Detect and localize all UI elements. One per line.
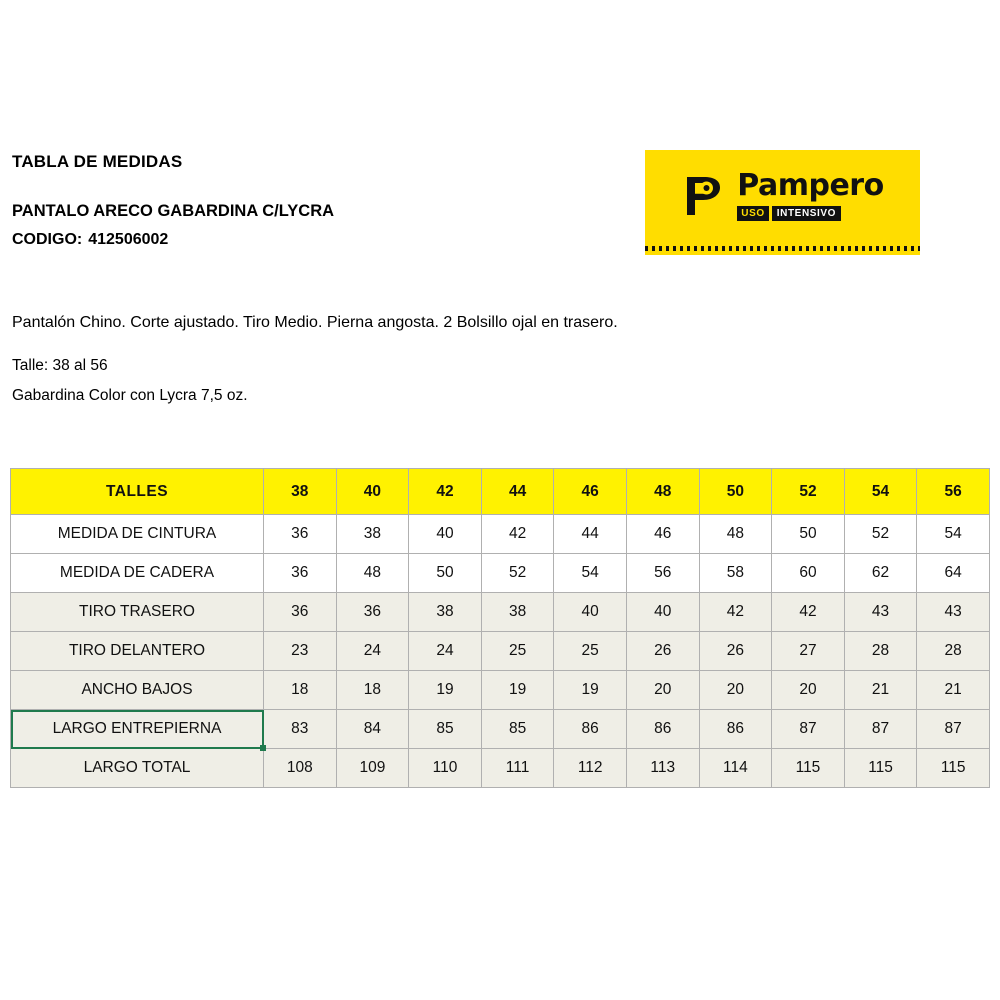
cell-cintura-54: 52 <box>844 515 917 554</box>
row-label-largo-total: LARGO TOTAL <box>11 749 264 788</box>
table-header-row <box>11 469 990 515</box>
cell-largo-total-52: 115 <box>772 749 845 788</box>
cell-largo-total-48: 113 <box>626 749 699 788</box>
row-label-ancho-bajos: ANCHO BAJOS <box>11 671 264 710</box>
table-row <box>11 632 990 671</box>
header-size-56: 56 <box>917 469 990 515</box>
tagline-uso: USO <box>737 206 768 221</box>
cell-largo-entrepierna-42: 85 <box>409 710 482 749</box>
cell-cadera-44: 52 <box>481 554 554 593</box>
row-label-tiro-delantero: TIRO DELANTERO <box>11 632 264 671</box>
header-size-48: 48 <box>626 469 699 515</box>
cell-ancho-bajos-52: 20 <box>772 671 845 710</box>
logo-text <box>737 168 884 221</box>
header-size-54: 54 <box>844 469 917 515</box>
cell-tiro-delantero-54: 28 <box>844 632 917 671</box>
cell-tiro-trasero-56: 43 <box>917 593 990 632</box>
cell-tiro-delantero-50: 26 <box>699 632 772 671</box>
cell-tiro-delantero-44: 25 <box>481 632 554 671</box>
header-size-44: 44 <box>481 469 554 515</box>
cell-ancho-bajos-48: 20 <box>626 671 699 710</box>
cell-tiro-trasero-50: 42 <box>699 593 772 632</box>
cell-cintura-40: 38 <box>336 515 409 554</box>
cell-tiro-delantero-48: 26 <box>626 632 699 671</box>
cell-cintura-52: 50 <box>772 515 845 554</box>
cell-largo-entrepierna-56: 87 <box>917 710 990 749</box>
cell-tiro-delantero-40: 24 <box>336 632 409 671</box>
fabric-text: Gabardina Color con Lycra 7,5 oz. <box>12 387 248 404</box>
cell-largo-total-54: 115 <box>844 749 917 788</box>
code-label: CODIGO: <box>12 231 83 248</box>
measurements-table-wrapper <box>10 468 990 788</box>
cell-ancho-bajos-44: 19 <box>481 671 554 710</box>
cell-tiro-delantero-46: 25 <box>554 632 627 671</box>
cell-tiro-trasero-52: 42 <box>772 593 845 632</box>
cell-largo-entrepierna-50: 86 <box>699 710 772 749</box>
cell-tiro-delantero-56: 28 <box>917 632 990 671</box>
cell-cintura-44: 42 <box>481 515 554 554</box>
logo-inner <box>645 150 920 242</box>
cell-largo-total-44: 111 <box>481 749 554 788</box>
cell-cadera-54: 62 <box>844 554 917 593</box>
code-value: 412506002 <box>88 231 169 248</box>
cell-tiro-trasero-38: 36 <box>264 593 337 632</box>
document-header <box>12 152 632 249</box>
cell-cadera-46: 54 <box>554 554 627 593</box>
header-size-52: 52 <box>772 469 845 515</box>
cell-cadera-40: 48 <box>336 554 409 593</box>
cell-cadera-50: 58 <box>699 554 772 593</box>
logo-dotted-border <box>645 242 920 255</box>
cell-ancho-bajos-38: 18 <box>264 671 337 710</box>
cell-tiro-trasero-54: 43 <box>844 593 917 632</box>
tagline-intensivo: INTENSIVO <box>772 206 841 221</box>
header-talles: TALLES <box>11 469 264 515</box>
table-row <box>11 749 990 788</box>
cell-cadera-56: 64 <box>917 554 990 593</box>
cell-largo-total-46: 112 <box>554 749 627 788</box>
row-label-cintura: MEDIDA DE CINTURA <box>11 515 264 554</box>
brand-logo <box>645 150 920 255</box>
header-size-46: 46 <box>554 469 627 515</box>
brand-name: Pampero <box>737 168 884 203</box>
cell-cintura-50: 48 <box>699 515 772 554</box>
cell-largo-entrepierna-48: 86 <box>626 710 699 749</box>
product-name: PANTALO ARECO GABARDINA C/LYCRA <box>12 202 335 220</box>
header-size-40: 40 <box>336 469 409 515</box>
header-size-38: 38 <box>264 469 337 515</box>
product-description: Pantalón Chino. Corte ajustado. Tiro Medio. Pierna angosta. 2 Bolsillo ojal en trasero. <box>12 314 618 331</box>
cell-cintura-46: 44 <box>554 515 627 554</box>
product-code <box>12 231 632 249</box>
size-range-text: Talle: 38 al 56 <box>12 357 108 374</box>
row-label-cadera: MEDIDA DE CADERA <box>11 554 264 593</box>
brand-tagline <box>737 206 841 221</box>
pampero-monogram-icon <box>681 173 727 219</box>
cell-ancho-bajos-42: 19 <box>409 671 482 710</box>
cell-tiro-trasero-48: 40 <box>626 593 699 632</box>
cell-largo-entrepierna-54: 87 <box>844 710 917 749</box>
header-size-50: 50 <box>699 469 772 515</box>
cell-tiro-trasero-44: 38 <box>481 593 554 632</box>
cell-largo-entrepierna-38: 83 <box>264 710 337 749</box>
cell-largo-total-40: 109 <box>336 749 409 788</box>
cell-cintura-48: 46 <box>626 515 699 554</box>
cell-largo-entrepierna-46: 86 <box>554 710 627 749</box>
cell-ancho-bajos-56: 21 <box>917 671 990 710</box>
cell-cintura-38: 36 <box>264 515 337 554</box>
measurements-table <box>10 468 990 788</box>
cell-cintura-56: 54 <box>917 515 990 554</box>
cell-tiro-delantero-42: 24 <box>409 632 482 671</box>
row-label-tiro-trasero: TIRO TRASERO <box>11 593 264 632</box>
cell-cadera-38: 36 <box>264 554 337 593</box>
cell-tiro-trasero-40: 36 <box>336 593 409 632</box>
header-size-42: 42 <box>409 469 482 515</box>
page-title: TABLA DE MEDIDAS <box>12 152 183 171</box>
cell-largo-entrepierna-52: 87 <box>772 710 845 749</box>
cell-largo-total-42: 110 <box>409 749 482 788</box>
description-block <box>12 313 862 405</box>
table-row <box>11 593 990 632</box>
cell-cintura-42: 40 <box>409 515 482 554</box>
cell-tiro-delantero-38: 23 <box>264 632 337 671</box>
cell-ancho-bajos-50: 20 <box>699 671 772 710</box>
table-row <box>11 515 990 554</box>
cell-tiro-trasero-42: 38 <box>409 593 482 632</box>
cell-ancho-bajos-40: 18 <box>336 671 409 710</box>
cell-largo-entrepierna-40: 84 <box>336 710 409 749</box>
cell-tiro-delantero-52: 27 <box>772 632 845 671</box>
table-row <box>11 554 990 593</box>
row-label-largo-entrepierna[interactable]: LARGO ENTREPIERNA <box>11 710 264 749</box>
cell-cadera-52: 60 <box>772 554 845 593</box>
table-body <box>11 515 990 788</box>
cell-largo-total-50: 114 <box>699 749 772 788</box>
table-header <box>11 469 990 515</box>
table-row <box>11 671 990 710</box>
cell-tiro-trasero-46: 40 <box>554 593 627 632</box>
table-row <box>11 710 990 749</box>
cell-ancho-bajos-46: 19 <box>554 671 627 710</box>
cell-cadera-42: 50 <box>409 554 482 593</box>
cell-largo-total-38: 108 <box>264 749 337 788</box>
cell-ancho-bajos-54: 21 <box>844 671 917 710</box>
cell-largo-entrepierna-44: 85 <box>481 710 554 749</box>
cell-cadera-48: 56 <box>626 554 699 593</box>
cell-largo-total-56: 115 <box>917 749 990 788</box>
